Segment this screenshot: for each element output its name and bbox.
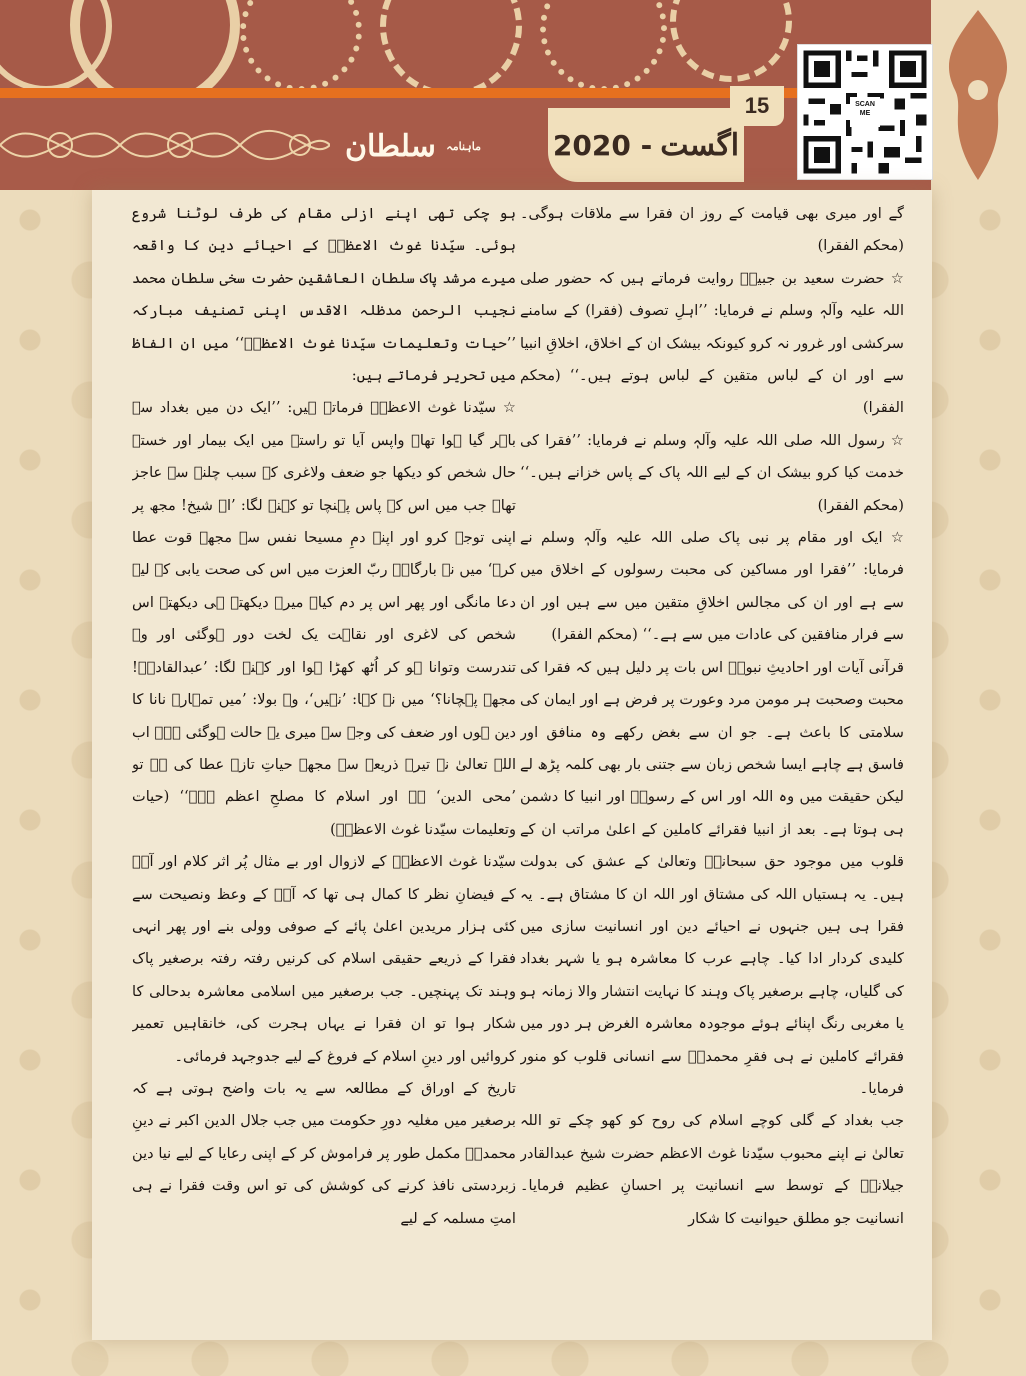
paragraph: سیّدنا غوث الاعظمؓ کے لازوال اور بے مثال پُر اثر کلام اور آپؓ کے فیضانِ نظر کا کمال ہی تھا کہ آپؓ کے وعظ ونصیحت سے کئی ہزار مریدین اعلیٰ پائے کے صوفی وولی بنے اور پھر انہی فقرا کے ذریعے حقیقی اسلام کی کرنیں رفتہ رفتہ برصغیر پاک وہند تک پہنچیں۔ جب برصغیر میں اسلامی معاشرہ بدحالی کا شکار ہوا تو ان فقرا نے یہاں ہجرت کی، خانقاہیں تعمیر کروائیں اور دینِ اسلام کے فروغ کے لیے جدوجہد فرمائی۔ [132,853,516,1065]
paragraph: ☆ ایک اور مقام پر نبی پاک صلی اللہ علیہ وآلہٖ وسلم نے فرمایا: ’’فقرا اور مساکین کی محبت رسولوں کے اخلاق میں سے ہے اور ان کی مجالس اخلاقِ متقین میں سے ہیں اور ان سے فرار منافقین کی عادات میں سے ہے۔‘‘ (محکم الفقرا) [520,529,904,644]
masthead-logo: $^{ماہنامہ}$ سلطان [344,129,481,164]
paragraph: جب بغداد کے گلی کوچے اسلام کی روح کو کھو چکے تو اللہ تعالیٰ نے اپنے محبوب سیّدنا غوث الاعظم حضرت شیخ عبدالقادر جیلانیؓ کے توسط سے انسانیت پر احسانِ عظیم فرمایا۔ انسانیت جو مطلق حیوانیت کا شکار [520,1112,904,1227]
paragraph: گے اور میری بھی قیامت کے روز ان فقرا سے ملاقات ہوگی۔ (محکم الفقرا) [520,205,904,255]
article-page [92,190,932,1340]
qr-code[interactable] [797,44,933,180]
page-number: 15 [730,86,784,126]
qr-scan-label: SCAN ME [850,97,880,127]
issue-date-tab [548,108,744,182]
page-header [0,0,1026,190]
paragraph: تاریخ کے اوراق کے مطالعہ سے یہ بات واضح ہوتی ہے کہ برصغیر میں مغلیہ دورِ حکومت میں جب جلال الدین اکبر نے دینِ محمدیؐ مکمل طور پر فراموش کر کے اپنی رعایا کے لیے نیا دین زبردستی نافذ کرنے کی کوشش کی تو اس وقت فقرا نے ہی امتِ مسلمہ کے لیے [132,1079,516,1227]
left-column [132,198,516,1334]
right-ornament-panel [931,0,1026,190]
paragraph: قرآنی آیات اور احادیثِ نبویؐ اس بات پر دلیل ہیں کہ فقرا کی محبت وصحبت ہر مومن مرد وعورت پر فرض ہے اور ایمان کی سلامتی کا باعث ہے۔ جو ان سے بغض رکھے وہ منافق اور فاسق ہے چاہے ایسا شخص زبان سے جتنی بار بھی کلمہ پڑھ لے لیکن حقیقت میں وہ اللہ اور اس کے رسولؐ اور انبیا کا دشمن ہی ہوتا ہے۔ بعد از انبیا فقرائے کاملین کے اعلیٰ مراتب ان کے قلوب میں موجود حق سبحانہٗ وتعالیٰ کے عشق کی بدولت ہیں۔ یہ ہستیاں اللہ کی مشتاق اور اللہ ان کا مشتاق ہے۔ یہ فقرا ہی ہیں جنہوں نے احیائے دین اور انسانیت سازی میں کلیدی کردار ادا کیا۔ چاہے عرب کا معاشرہ ہو یا شہر بغداد کی گلیاں، چاہے برصغیر پاک وہند کا نہایت انتشار والا زمانہ ہو یا مغربی رنگ اپنائے ہوئے موجودہ معاشرہ الغرض ہر دور میں فقرائے کاملین نے ہی فقرِ محمدیؐ سے انسانی قلوب کو منور فرمایا۔ [520,658,904,1097]
paragraph: ☆ رسول اللہ صلی اللہ علیہ وآلہٖ وسلم نے فرمایا: ’’فقرا کی خدمت کیا کرو بیشک ان کے لیے اللہ پاک کے پاس خزانے ہیں۔‘‘ (محکم الفقرا) [520,431,904,514]
issue-month: اگست [660,127,740,163]
paragraph: ہو چکی تھی اپنے ازلی مقام کی طرف لوٹنا شروع ہوئی۔ سیّدنا غوث الاعظمؓ کے احیائے دین کا واقعہ میرے مرشد پاک سلطان العاشقین حضرت سخی سلطان محمد نجیب الرحمن مدظلہ الاقدس اپنی تصنیف مبارکہ ’’حیات وتعلیمات سیّدنا غوث الاعظمؓ‘‘ میں ان الفاظ میں تحریر فرماتے ہیں: [132,205,516,385]
issue-year: 2020 - [552,128,653,162]
paragraph: ☆ سیّدنا غوث الاعظمؓ فرماتے ہیں: ’’ایک دن میں بغداد سے باہر گیا ہوا تھا۔ واپس آیا تو راستے میں ایک بیمار اور خستہ حال شخص کو دیکھا جو ضعف ولاغری کے سبب چلنے سے عاجز تھا۔ جب میں اس کے پاس پہنچا تو کہنے لگا: ’اے شیخ! مجھ پر اپنی توجہ کرو اور اپنے دمِ مسیحا نفس سے مجھے قوت عطا کر۔‘ میں نے بارگاہِ ربّ العزت میں اس کی صحت یابی کے لیے دعا مانگی اور پھر اس پر دم کیا۔ میرے دیکھتے ہی دیکھتے اس شخص کی لاغری اور نقاہت یک لخت دور ہوگئی اور وہ تندرست وتوانا ہو کر اُٹھ کھڑا ہوا اور کہنے لگا: ’عبدالقادرؓ! مجھے پہچانا؟‘ میں نے کہا: ’نہیں‘، وہ بولا: ’میں تمہارے نانا کا دین ہوں اور ضعف کی وجہ سے میری یہ حالت ہوگئی ہے۔ اب اللہ تعالیٰ نے تیرے ذریعے سے مجھے حیاتِ تازہ عطا کی ہے تو ’محی الدین‘ ہے اور اسلام کا مصلحِ اعظم ہے۔‘‘ (حیات وتعلیمات سیّدنا غوث الاعظمؓ) [132,399,516,838]
arabesque-ornament [0,105,330,185]
paragraph: ☆ حضرت سعید بن جبیرؓ روایت فرماتے ہیں کہ حضور صلی اللہ علیہ وآلہٖ وسلم نے فرمایا: ’’اہلِ تصوف (فقرا) کے سامنے سرکشی اور غرور نہ کرو کیونکہ بیشک ان کے اخلاق، اخلاقِ انبیا سے اور ان کے لباس متقین کے لباس ہوتے ہیں۔‘‘ (محکم الفقرا) [520,269,904,417]
right-column [520,198,904,1334]
